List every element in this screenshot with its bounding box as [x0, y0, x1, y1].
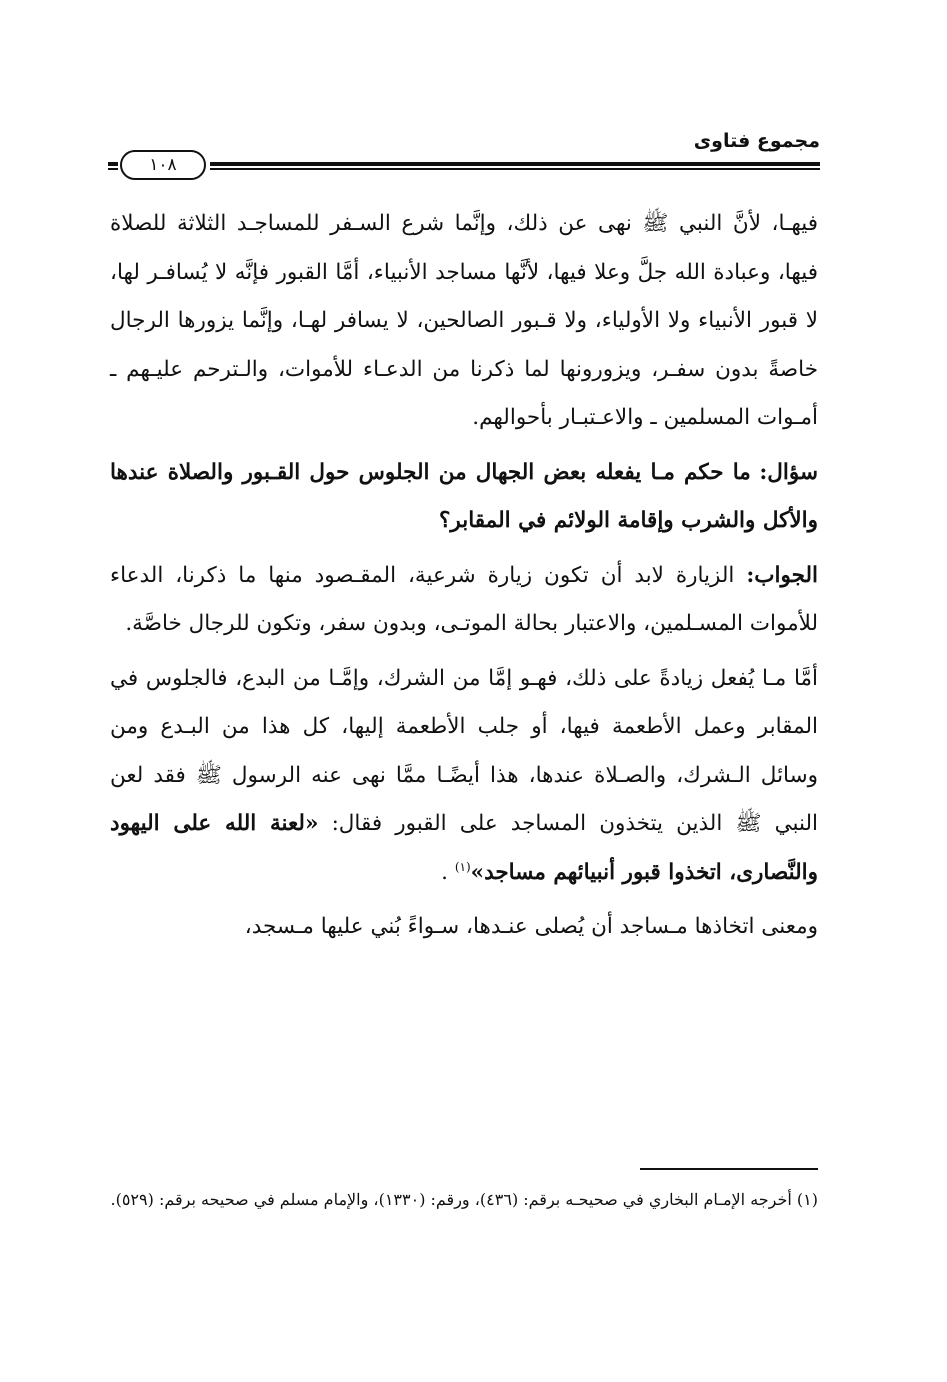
- question-label: سؤال:: [759, 459, 818, 485]
- answer-paragraph: [110, 552, 818, 649]
- answer-text: الزيارة لابد أن تكون زيارة شرعية، المقـصود منها ما ذكرنا، الدعاء للأموات المسـلمين، والاعتبار بحالة الموتـى، وبدون سفر، وتكون للرجال خاصَّة.: [110, 562, 818, 636]
- header-rule-thin: [210, 168, 820, 170]
- header-rule-left-thin: [108, 168, 118, 170]
- header-rule-left: [108, 162, 118, 166]
- main-text: [110, 200, 818, 958]
- footnote: (١) أخرجه الإمـام البخاري في صحيحـه برقم: (٤٣٦)، ورقم: (١٣٣٠)، والإمام مسلم في صحيحه برقم: (٥٢٩).: [110, 1190, 818, 1209]
- paragraph-3: أمَّا مـا يُفعل زيادةً على ذلك، فهـو إمَّا من الشرك، وإمَّـا من البدع، فالجلوس في المقابر وعمل الأطعمة فيها، أو جلب الأطعمة إليها، كل هذا من البـدع ومن وسائل الـشرك، والصـلاة عندها، هذا أيضًـا ممَّا نهى عنه الرسول ﷺ فقد لعن النبي ﷺ الذين يتخذون المساجد على القبور فقال: «لعنة الله على اليهود والنَّصارى، اتخذوا قبور أنبيائهم مساجد»$^{(١)}$ .: [110, 665, 819, 885]
- paragraph-1: فيهـا، لأنَّ النبي ﷺ نهى عن ذلك، وإنَّما شرع السـفر للمساجـد الثلاثة للصلاة فيها، وعبادة الله جلَّ وعلا فيها، لأنَّها مساجد الأنبياء، أمَّا القبور فإنَّه لا يُسافـر لها، لا قبور الأنبياء ولا الأولياء، ولا قـبور الصالحين، لا يسافر لهـا، وإنَّما يزورها الرجال خاصةً بدون سفـر، ويزورونها لما ذكرنا من الدعـاء للأموات، والـترحم عليـهم ـ أمـوات المسلمين ـ والاعـتبـار بأحوالهم.: [110, 211, 818, 430]
- hadith-quote: «لعنة الله على اليهود والنَّصارى، اتخذوا قبور أنبيائهم مساجد»: [110, 811, 818, 885]
- paragraph-4: ومعنى اتخاذها مـساجد أن يُصلى عنـدها، سـواءً بُني عليها مـسجد،: [244, 914, 818, 939]
- question-paragraph: [110, 449, 818, 546]
- page-header: [108, 128, 820, 184]
- header-rule: [210, 162, 820, 166]
- footnote-reference: (١): [454, 859, 471, 874]
- question-text: ما حكم مـا يفعله بعض الجهال من الجلوس حول القـبور والصلاة عندها والأكل والشرب وإقامة الولائم في المقابر؟: [110, 459, 818, 533]
- book-title: مجموع فتاوى: [693, 130, 820, 152]
- page-number: ١٠٨: [120, 150, 206, 180]
- answer-label: الجواب:: [746, 562, 818, 588]
- footnote-divider: [640, 1168, 818, 1170]
- paragraph-3-text: أمَّا مـا يُفعل زيادةً على ذلك، فهـو إمَّا من الشرك، وإمَّـا من البدع، فالجلوس في المقابر وعمل الأطعمة فيها، أو جلب الأطعمة إليها، كل هذا من البـدع ومن وسائل الـشرك، والصـلاة عندها، هذا أيضًـا ممَّا نهى عنه الرسول ﷺ فقد لعن النبي ﷺ الذين يتخذون المساجد على القبور فقال:: [110, 665, 819, 836]
